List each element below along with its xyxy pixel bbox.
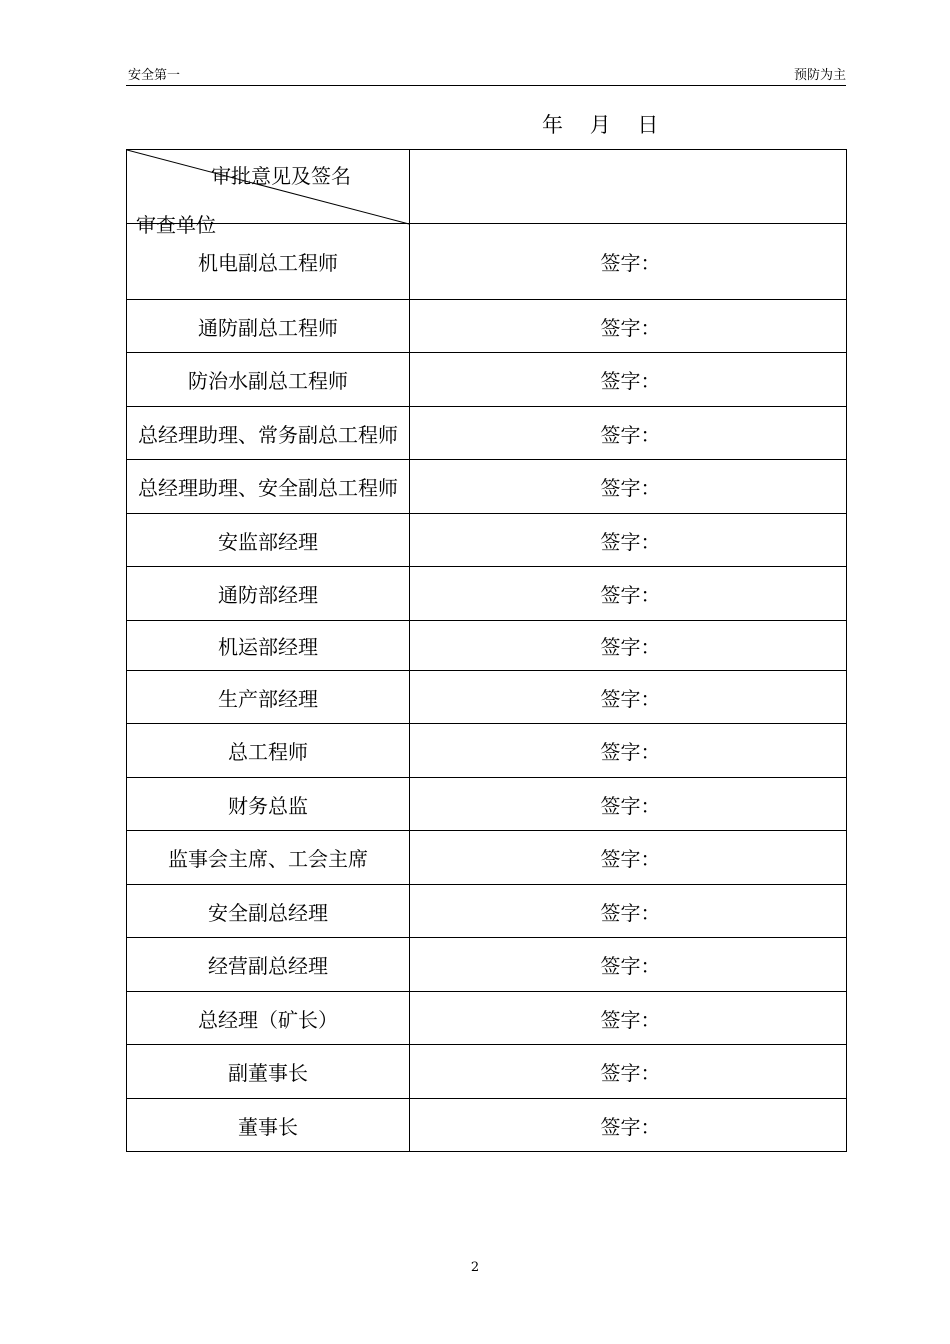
table-row	[127, 671, 847, 724]
signature-cell[interactable]	[410, 567, 847, 621]
signature-label: 签字：	[600, 422, 661, 447]
table-row	[127, 992, 847, 1045]
review-unit-label: 审查单位	[136, 213, 216, 237]
signature-cell[interactable]	[410, 938, 847, 992]
unit-cell: 安全副总经理	[127, 885, 410, 938]
signature-label: 签字：	[600, 635, 661, 659]
unit-cell: 安监部经理	[127, 514, 410, 567]
unit-cell: 经营副总经理	[127, 938, 410, 992]
signature-cell[interactable]	[410, 1099, 847, 1152]
date-line: 年 月 日	[542, 113, 659, 137]
signature-label: 签字：	[600, 740, 661, 764]
signature-label: 签字：	[600, 1007, 661, 1032]
signature-label: 签字：	[600, 1061, 661, 1085]
diagonal-header-cell	[127, 150, 410, 237]
signature-cell[interactable]	[410, 831, 847, 885]
table-row	[127, 300, 847, 353]
header-right-text: 预防为主	[793, 68, 846, 83]
signature-cell[interactable]	[410, 1045, 847, 1099]
unit-cell: 总工程师	[127, 724, 410, 778]
unit-cell: 董事长	[127, 1099, 410, 1152]
signature-label: 签字：	[600, 900, 661, 925]
table-row	[127, 460, 847, 514]
signature-label: 签字：	[600, 583, 661, 607]
unit-cell: 监事会主席、工会主席	[127, 831, 410, 885]
signature-label: 签字：	[600, 476, 661, 500]
approval-table	[126, 149, 847, 1152]
signature-cell[interactable]	[410, 353, 847, 407]
signature-cell[interactable]	[410, 724, 847, 778]
unit-cell: 副董事长	[127, 1045, 410, 1099]
unit-cell: 总经理（矿长）	[127, 992, 410, 1045]
header-blank-cell	[410, 150, 847, 224]
table-header-row	[127, 150, 847, 224]
page-number: 2	[470, 1260, 480, 1275]
table-row	[127, 567, 847, 621]
table-row	[127, 353, 847, 407]
table-row	[127, 724, 847, 778]
signature-cell[interactable]	[410, 671, 847, 724]
opinion-signature-label: 审批意见及签名	[211, 164, 351, 188]
signature-label: 签字：	[600, 793, 661, 818]
unit-cell: 机运部经理	[127, 621, 410, 671]
unit-cell: 通防部经理	[127, 567, 410, 621]
signature-label: 签字：	[600, 529, 661, 554]
signature-cell[interactable]	[410, 460, 847, 514]
signature-cell[interactable]	[410, 778, 847, 831]
unit-cell: 生产部经理	[127, 671, 410, 724]
unit-cell: 财务总监	[127, 778, 410, 831]
signature-cell[interactable]	[410, 514, 847, 567]
table-row	[127, 224, 847, 300]
unit-cell: 通防副总工程师	[127, 300, 410, 353]
unit-cell: 总经理助理、常务副总工程师	[127, 407, 410, 460]
signature-label: 签字：	[600, 251, 661, 275]
signature-cell[interactable]	[410, 300, 847, 353]
signature-label: 签字：	[600, 954, 661, 978]
signature-label: 签字：	[600, 369, 661, 393]
signature-label: 签字：	[600, 686, 661, 711]
unit-cell: 总经理助理、安全副总工程师	[127, 460, 410, 514]
header-divider	[126, 85, 846, 86]
table-row	[127, 514, 847, 567]
table-row	[127, 1099, 847, 1152]
table-row	[127, 885, 847, 938]
table-row	[127, 621, 847, 671]
table-row	[127, 938, 847, 992]
signature-label: 签字：	[600, 847, 661, 871]
signature-label: 签字：	[600, 315, 661, 340]
table-row	[127, 1045, 847, 1099]
table-row	[127, 778, 847, 831]
signature-cell[interactable]	[410, 992, 847, 1045]
unit-cell: 机电副总工程师	[127, 224, 410, 300]
signature-cell[interactable]	[410, 224, 847, 300]
signature-cell[interactable]	[410, 621, 847, 671]
signature-label: 签字：	[600, 1114, 661, 1139]
header-left-text: 安全第一	[128, 68, 181, 83]
table-row	[127, 407, 847, 460]
signature-cell[interactable]	[410, 407, 847, 460]
signature-cell[interactable]	[410, 885, 847, 938]
table-row	[127, 831, 847, 885]
unit-cell: 防治水副总工程师	[127, 353, 410, 407]
